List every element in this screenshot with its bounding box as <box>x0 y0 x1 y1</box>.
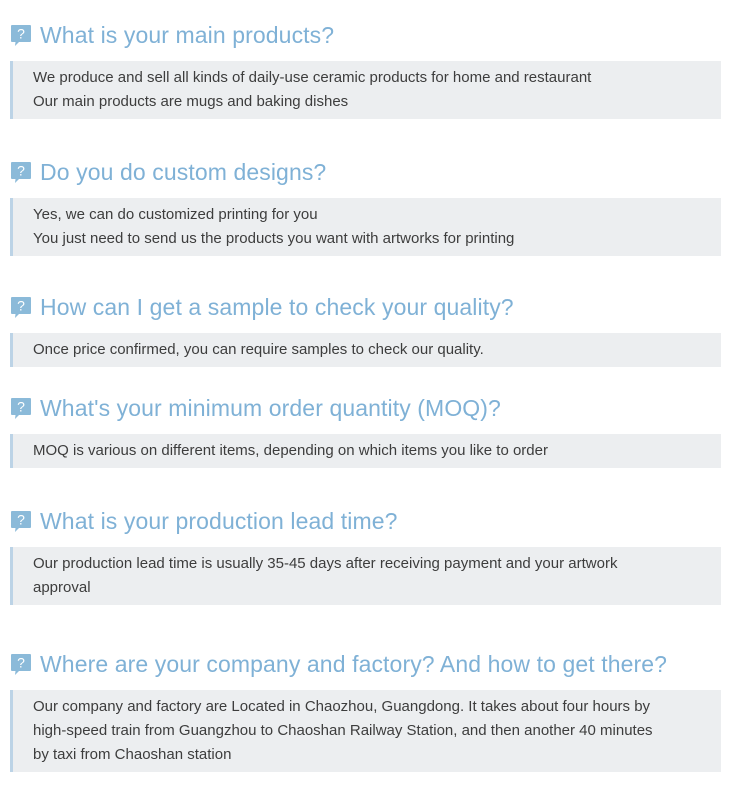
question-text: What is your production lead time? <box>40 508 398 534</box>
question-text: Where are your company and factory? And how to get there? <box>40 651 668 677</box>
answer-line: Our production lead time is usually 35-45 days after receiving payment and your artwork <box>33 555 618 572</box>
svg-text:?: ? <box>17 25 25 42</box>
answer-box <box>10 434 721 468</box>
answer-box <box>10 547 721 605</box>
question-bubble-icon <box>10 24 32 46</box>
svg-text:?: ? <box>17 511 25 528</box>
faq-question <box>10 393 501 423</box>
answer-line: You just need to send us the products you want with artworks for printing <box>33 230 515 247</box>
answer-box <box>10 61 721 119</box>
question-text: How can I get a sample to check your quality? <box>40 294 514 320</box>
faq-question <box>10 506 398 536</box>
svg-text:?: ? <box>17 654 25 671</box>
question-bubble-icon <box>10 397 32 419</box>
answer-box <box>10 333 721 367</box>
question-text: What is your main products? <box>40 22 335 48</box>
answer-line: Our main products are mugs and baking dishes <box>33 93 349 110</box>
answer-line: MOQ is various on different items, depending on which items you like to order <box>33 442 548 459</box>
faq-question <box>10 157 326 187</box>
answer-line: approval <box>33 579 91 596</box>
answer-box <box>10 198 721 256</box>
question-bubble-icon <box>10 510 32 532</box>
question-bubble-icon <box>10 161 32 183</box>
answer-line: by taxi from Chaoshan station <box>33 746 232 763</box>
svg-text:?: ? <box>17 297 25 314</box>
svg-text:?: ? <box>17 162 25 179</box>
faq-question <box>10 292 514 322</box>
answer-line: Once price confirmed, you can require samples to check our quality. <box>33 341 484 358</box>
question-bubble-icon <box>10 653 32 675</box>
faq-question <box>10 20 334 50</box>
svg-text:?: ? <box>17 398 25 415</box>
answer-box <box>10 690 721 772</box>
answer-line: Yes, we can do customized printing for you <box>33 206 318 223</box>
answer-line: high-speed train from Guangzhou to Chaoshan Railway Station, and then another 40 minutes <box>33 722 653 739</box>
answer-line: We produce and sell all kinds of daily-use ceramic products for home and restaurant <box>33 69 592 86</box>
faq-question <box>10 649 667 679</box>
question-text: Do you do custom designs? <box>40 159 327 185</box>
question-text: What's your minimum order quantity (MOQ)? <box>40 395 501 421</box>
answer-line: Our company and factory are Located in Chaozhou, Guangdong. It takes about four hours by <box>33 698 651 715</box>
question-bubble-icon <box>10 296 32 318</box>
